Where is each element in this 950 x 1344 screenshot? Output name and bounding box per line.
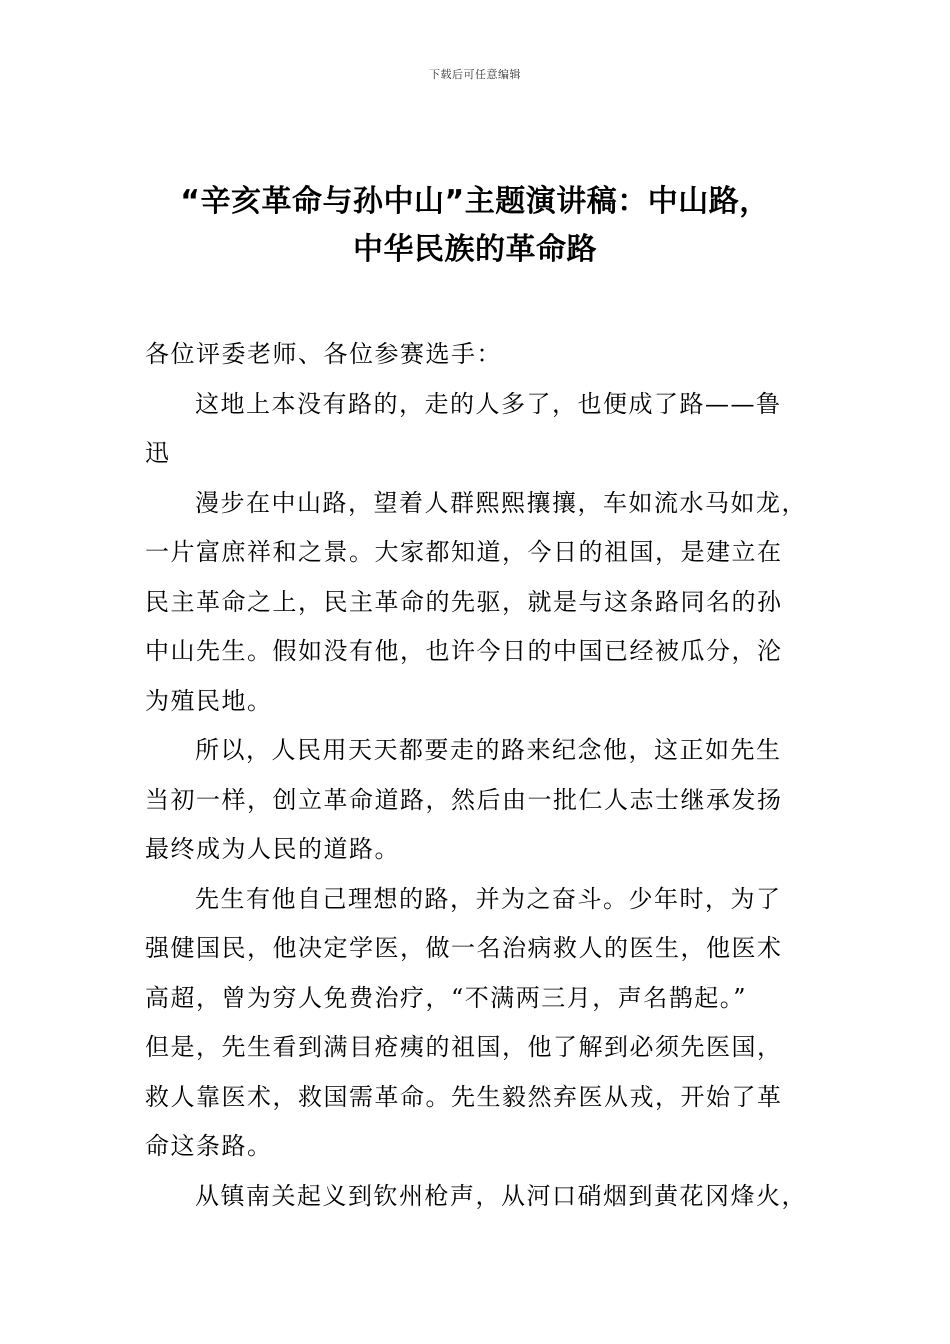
paragraph-line: 先生有他自己理想的路，并为之奋斗。少年时，为了 bbox=[195, 884, 782, 913]
title-line-2: 中华民族的革命路 bbox=[353, 232, 597, 267]
title-line-1: “辛亥革命与孙中山”主题演讲稿：中山路， bbox=[180, 184, 770, 219]
paragraph-line: 从镇南关起义到钦州枪声，从河口硝烟到黄花冈烽火， bbox=[195, 1181, 807, 1210]
paragraph-line: 为殖民地。 bbox=[145, 686, 273, 715]
paragraph-line: 民主革命之上，民主革命的先驱，就是与这条路同名的孙 bbox=[145, 587, 783, 616]
paragraph-line: 这地上本没有路的，走的人多了，也便成了路——鲁 bbox=[195, 389, 782, 418]
paragraph-line: 救人靠医术，救国需革命。先生毅然弃医从戎，开始了革 bbox=[145, 1082, 783, 1111]
header-note: 下载后可任意编辑 bbox=[429, 68, 521, 81]
document-body bbox=[145, 330, 825, 1221]
paragraph-line: 迅 bbox=[145, 439, 171, 467]
paragraph-line: 最终成为人民的道路。 bbox=[145, 835, 400, 863]
paragraph-line: 强健国民，他决定学医，做一名治病救人的医生，他医术 bbox=[145, 934, 783, 962]
paragraph-line: 中山先生。假如没有他，也许今日的中国已经被瓜分，沦 bbox=[145, 637, 783, 665]
paragraph-line: 命这条路。 bbox=[145, 1132, 273, 1160]
document-title bbox=[110, 178, 840, 274]
paragraph-line: 高超，曾为穷人免费治疗，“不满两三月，声名鹊起。” bbox=[145, 983, 748, 1012]
paragraph-line: 漫步在中山路，望着人群熙熙攘攘，车如流水马如龙， bbox=[195, 488, 807, 517]
paragraph-line: 当初一样，创立革命道路，然后由一批仁人志士继承发扬 bbox=[145, 785, 783, 814]
paragraph-line: 一片富庶祥和之景。大家都知道，今日的祖国，是建立在 bbox=[145, 538, 783, 566]
paragraph-line: 所以，人民用天天都要走的路来纪念他，这正如先生 bbox=[195, 736, 782, 764]
salutation: 各位评委老师、各位参赛选手： bbox=[145, 340, 502, 368]
paragraph-line: 但是，先生看到满目疮痍的祖国，他了解到必须先医国， bbox=[145, 1033, 783, 1061]
